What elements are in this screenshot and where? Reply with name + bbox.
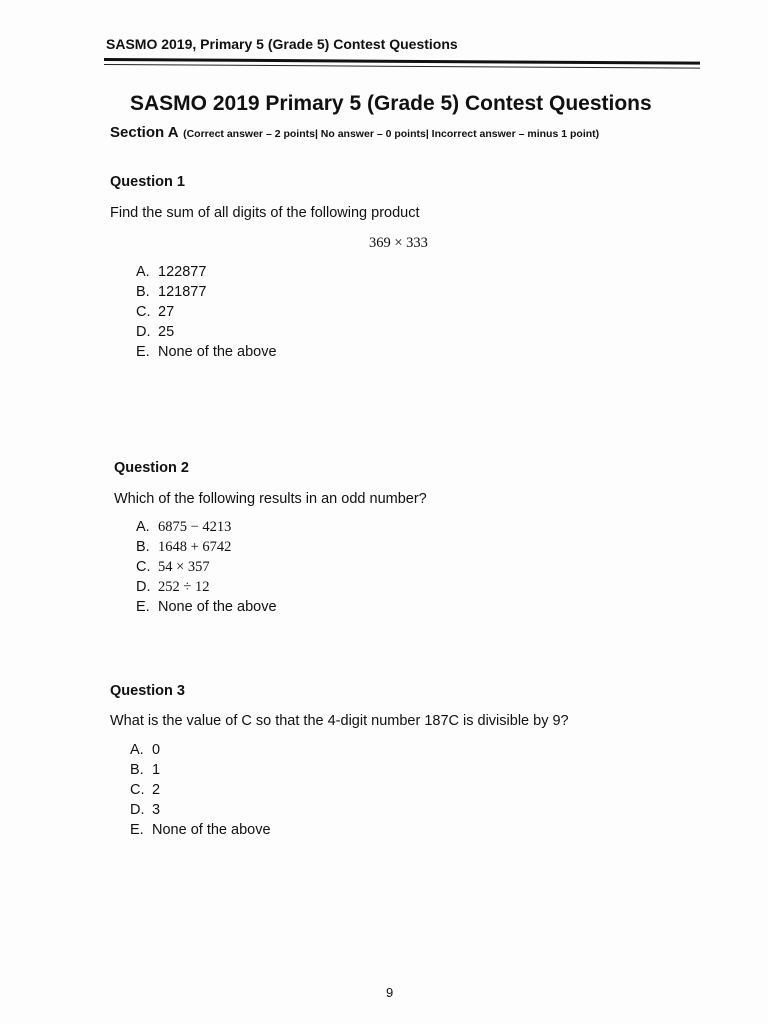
choice-letter: A.: [130, 742, 144, 758]
choice-letter: B.: [136, 284, 150, 300]
question-2-text: Which of the following results in an odd number?: [114, 491, 427, 507]
header-rule-thin: [104, 64, 700, 69]
question-3-text: What is the value of C so that the 4-digit number 187C is divisible by 9?: [110, 713, 569, 729]
choice-value: 0: [152, 742, 161, 758]
choice-item: [136, 262, 277, 282]
choice-item: [136, 517, 277, 537]
choice-value: 2: [152, 782, 161, 798]
question-1-choices: [136, 262, 277, 362]
choice-value: 1648 + 6742: [158, 539, 232, 555]
section-line: [110, 124, 599, 142]
choice-letter: D.: [136, 579, 151, 595]
choice-value: 1: [152, 762, 161, 778]
question-2-choices: [136, 517, 277, 617]
choice-item: [136, 577, 277, 597]
choice-letter: E.: [130, 822, 144, 838]
choice-value: 3: [152, 802, 161, 818]
choice-letter: E.: [136, 344, 150, 360]
choice-value: None of the above: [158, 344, 277, 360]
choice-value: 122877: [158, 264, 207, 280]
choice-letter: E.: [136, 599, 150, 615]
choice-item: [136, 557, 277, 577]
choice-letter: C.: [136, 304, 151, 320]
page-number: 9: [386, 985, 394, 1000]
choice-item: [136, 342, 277, 362]
question-1-heading: Question 1: [110, 174, 185, 190]
choice-value: 6875 − 4213: [158, 519, 232, 535]
choice-item: [136, 302, 277, 322]
choice-item: [136, 537, 277, 557]
choice-value: 27: [158, 304, 175, 320]
choice-item: [136, 322, 277, 342]
choice-letter: B.: [136, 539, 150, 555]
choice-item: [136, 282, 277, 302]
choice-item: [130, 740, 271, 760]
choice-value: 25: [158, 324, 175, 340]
question-1-expression: 369 × 333: [369, 235, 428, 251]
question-2-heading: Question 2: [114, 460, 189, 476]
question-1-text: Find the sum of all digits of the following product: [110, 205, 420, 221]
choice-letter: A.: [136, 264, 150, 280]
choice-item: [130, 820, 271, 840]
choice-value: None of the above: [158, 599, 277, 615]
question-3-choices: [130, 740, 271, 840]
choice-item: [130, 760, 271, 780]
choice-item: [136, 597, 277, 617]
section-scoring-rule: (Correct answer – 2 points| No answer – 0 points| Incorrect answer – minus 1 point): [183, 128, 600, 140]
choice-item: [130, 780, 271, 800]
choice-letter: D.: [136, 324, 151, 340]
choice-value: 54 × 357: [158, 559, 210, 575]
choice-value: 252 ÷ 12: [158, 579, 210, 595]
question-3-heading: Question 3: [110, 683, 185, 699]
choice-value: 121877: [158, 284, 207, 300]
choice-letter: A.: [136, 519, 150, 535]
section-label: Section A: [110, 124, 179, 141]
choice-item: [130, 800, 271, 820]
running-header: SASMO 2019, Primary 5 (Grade 5) Contest Questions: [106, 36, 458, 52]
page-title: SASMO 2019 Primary 5 (Grade 5) Contest Questions: [130, 92, 652, 115]
choice-letter: D.: [130, 802, 145, 818]
choice-value: None of the above: [152, 822, 271, 838]
choice-letter: B.: [130, 762, 144, 778]
choice-letter: C.: [130, 782, 145, 798]
choice-letter: C.: [136, 559, 151, 575]
